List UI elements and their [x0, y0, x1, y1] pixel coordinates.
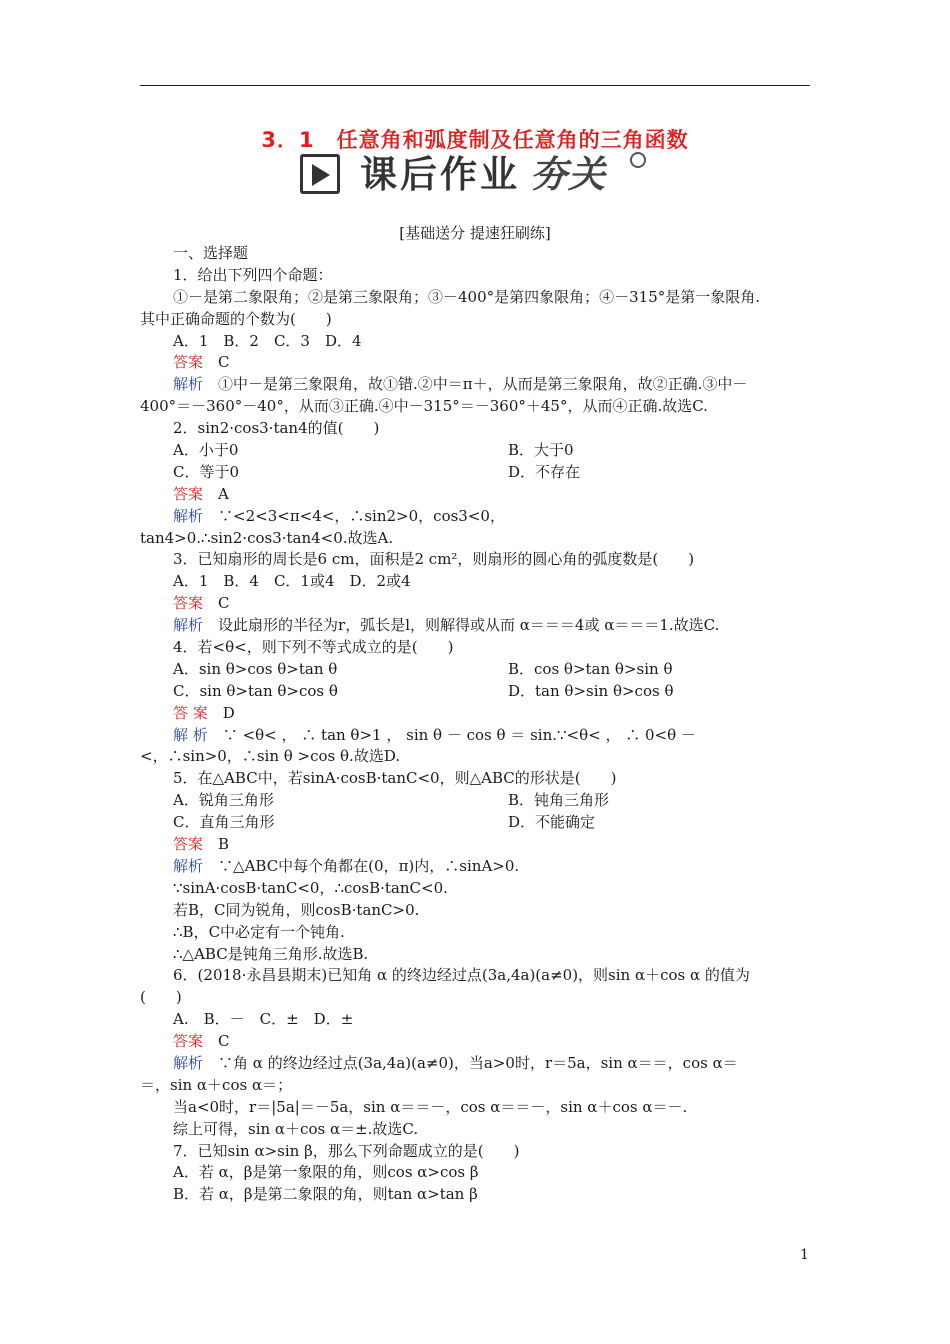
explanation-label: 解析 [173, 506, 204, 525]
question-1-explanation [140, 374, 812, 396]
question-1-items-cont: 其中正确命题的个数为( ) [140, 309, 332, 328]
option-c: C．sin θ>tan θ>cos θ [173, 681, 338, 700]
answer-value: A [218, 484, 229, 503]
question-4-options-row1 [140, 659, 812, 681]
question-6-explanation-line3: 当a<0时，r＝|5a|＝－5a，sin α＝＝－，cos α＝＝－，sin α＋cos α＝－. [173, 1097, 688, 1116]
question-2-options-row2 [140, 462, 812, 484]
question-5-explanation-line4: ∴B，C中必定有一个钝角. [173, 922, 345, 941]
explanation-text: ∵△ABC中每个角都在(0，π)内，∴sinA>0. [218, 856, 520, 875]
question-7-option-a: A．若 α，β是第一象限的角，则cos α>cos β [173, 1163, 479, 1182]
page-title: 3．1 任意角和弧度制及任意角的三角函数 [261, 128, 689, 152]
option-c: C．等于0 [173, 462, 240, 481]
question-6-options: A. B．－ C．± D．± [173, 1010, 354, 1029]
explanation-label: 解 析 [173, 725, 208, 744]
option-a: A．sin θ>cos θ>tan θ [173, 659, 338, 678]
question-6-stem-cont: ( ) [140, 988, 182, 1007]
explanation-text: ∵角 α 的终边经过点(3a,4a)(a≠0)，当a>0时，r＝5a，sin α＝＝，cos α＝ [218, 1053, 738, 1072]
question-6-explanation-line2: ＝，sin α＋cos α＝； [140, 1075, 293, 1094]
question-4-explanation [140, 725, 812, 747]
question-5-options-row2 [140, 812, 812, 834]
answer-label: 答案 [173, 835, 204, 854]
question-2-options-row1 [140, 440, 812, 462]
answer-value: B [218, 835, 230, 854]
question-1-items: ①－是第二象限角；②是第三象限角；③－400°是第四象限角；④－315°是第一象限角. [173, 287, 761, 306]
answer-value: C [218, 353, 230, 372]
question-5-options-row1 [140, 790, 812, 812]
question-5-explanation-line2: ∵sinA·cosB·tanC<0，∴cosB·tanC<0. [173, 878, 448, 897]
homework-banner [300, 152, 660, 198]
question-7-stem: 7．已知sin α>sin β，那么下列命题成立的是( ) [173, 1141, 520, 1160]
answer-label: 答案 [173, 353, 204, 372]
question-4-answer [140, 703, 812, 725]
question-5-explanation-line5: ∴△ABC是钝角三角形.故选B. [173, 944, 369, 963]
explanation-text: ①中－是第三象限角，故①错.②中＝π＋，从而是第三象限角，故②正确.③中－ [218, 375, 748, 394]
question-2-answer [140, 484, 812, 506]
page-number: 1 [800, 1247, 809, 1263]
header-rule [140, 85, 810, 86]
question-6-explanation [140, 1053, 812, 1075]
option-d: D．tan θ>sin θ>cos θ [508, 681, 674, 700]
explanation-text: 设此扇形的半径为r，弧长是l，则解得或从而 α＝＝＝4或 α＝＝＝1.故选C. [218, 616, 720, 635]
question-5-answer [140, 834, 812, 856]
banner-logo: 夯关 [530, 153, 606, 196]
answer-label: 答案 [173, 484, 204, 503]
section-heading: 一、选择题 [173, 244, 249, 262]
target-icon [630, 152, 646, 168]
answer-label: 答案 [173, 594, 204, 613]
question-4-stem: 4．若<θ<，则下列不等式成立的是( ) [173, 638, 454, 657]
question-5-explanation-line3: 若B，C同为锐角，则cosB·tanC>0. [173, 900, 420, 919]
question-2-explanation [140, 506, 812, 528]
banner-text: 课后作业 [360, 153, 520, 196]
answer-label: 答 案 [173, 703, 208, 722]
question-3-explanation [140, 615, 812, 637]
play-icon [300, 154, 340, 194]
option-a: A．锐角三角形 [173, 791, 274, 810]
explanation-label: 解析 [173, 616, 204, 635]
option-b: B．大于0 [508, 441, 574, 460]
subtitle: [基础送分 提速狂刷练] [399, 224, 551, 242]
question-1-answer [140, 352, 812, 374]
question-5-stem: 5．在△ABC中，若sinA·cosB·tanC<0，则△ABC的形状是( ) [173, 769, 617, 788]
question-6-answer [140, 1031, 812, 1053]
document-body [140, 243, 812, 1206]
question-5-explanation [140, 856, 812, 878]
explanation-label: 解析 [173, 375, 204, 394]
option-b: B．cos θ>tan θ>sin θ [508, 659, 673, 678]
question-3-answer [140, 593, 812, 615]
option-c: C．直角三角形 [173, 813, 275, 832]
option-a: A．小于0 [173, 441, 239, 460]
explanation-text: ∵ <θ< ， ∴ tan θ>1 ， sin θ － cos θ ＝ sin.∵<θ< ， ∴ 0<θ － [222, 725, 696, 744]
question-4-explanation-cont: <，∴sin>0，∴sin θ >cos θ.故选D. [140, 747, 401, 766]
question-7-option-b: B．若 α，β是第二象限的角，则tan α>tan β [173, 1185, 478, 1204]
answer-value: D [222, 703, 235, 722]
option-d: D．不存在 [508, 462, 581, 481]
explanation-label: 解析 [173, 1053, 204, 1072]
question-4-options-row2 [140, 681, 812, 703]
explanation-text: ∵<2<3<π<4<，∴sin2>0，cos3<0， [218, 506, 505, 525]
option-b: B．钝角三角形 [508, 791, 610, 810]
question-3-stem: 3．已知扇形的周长是6 cm，面积是2 cm²，则扇形的圆心角的弧度数是( ) [173, 550, 695, 569]
question-1-stem: 1．给出下列四个命题： [173, 265, 333, 284]
answer-value: C [218, 594, 230, 613]
answer-value: C [218, 1032, 230, 1051]
question-1-explanation-cont: 400°＝－360°－40°，从而③正确.④中－315°＝－360°＋45°，从而④正确.故选C. [140, 397, 708, 416]
question-2-explanation-cont: tan4>0.∴sin2·cos3·tan4<0.故选A. [140, 528, 394, 547]
question-6-stem: 6．(2018·永昌县期末)已知角 α 的终边经过点(3a,4a)(a≠0)，则sin α＋cos α 的值为 [173, 966, 750, 985]
question-2-stem: 2．sin2·cos3·tan4的值( ) [173, 419, 380, 438]
question-6-explanation-line4: 综上可得，sin α＋cos α＝±.故选C. [173, 1119, 419, 1138]
explanation-label: 解析 [173, 856, 204, 875]
question-3-options: A．1 B．4 C．1或4 D．2或4 [173, 572, 411, 591]
option-d: D．不能确定 [508, 813, 596, 832]
question-1-options: A．1 B．2 C．3 D．4 [173, 331, 362, 350]
answer-label: 答案 [173, 1032, 204, 1051]
